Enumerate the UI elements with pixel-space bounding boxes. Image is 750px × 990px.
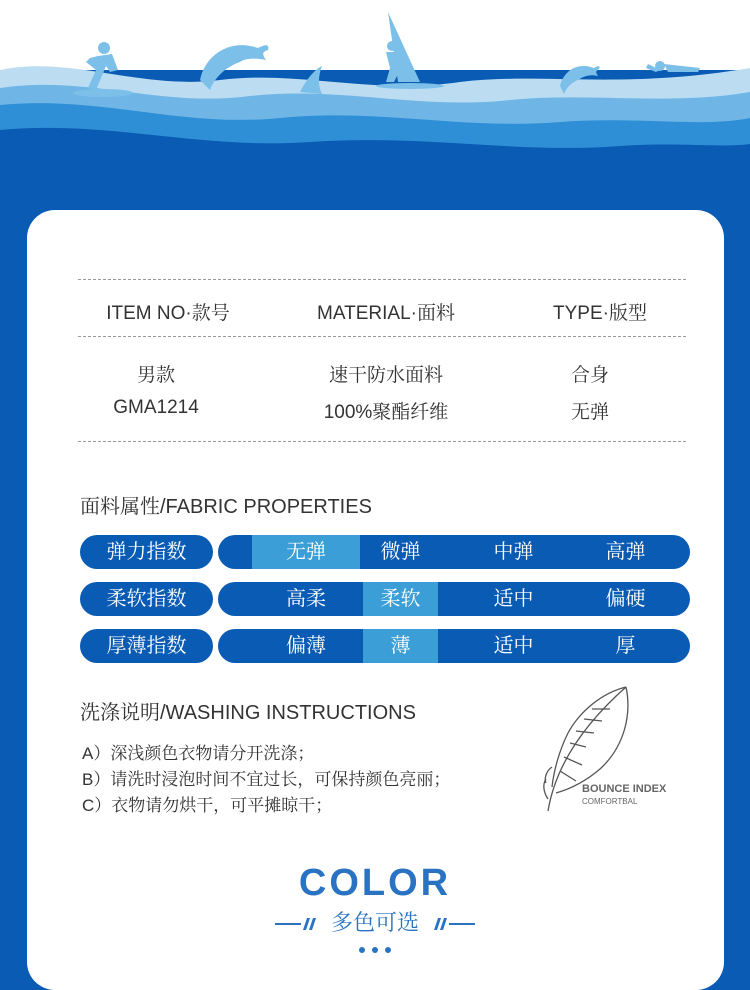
elasticity-option: 微弹: [380, 541, 421, 563]
divider: [78, 336, 686, 337]
color-subtitle: [0, 906, 750, 937]
dots-decoration: [358, 946, 392, 954]
left-dash-icon: [275, 916, 317, 932]
softness-label: 柔软指数: [80, 582, 213, 616]
type-value: 合身: [570, 365, 609, 386]
divider: [78, 279, 686, 280]
right-dash-icon: [433, 916, 475, 932]
softness-option: 高柔: [286, 588, 326, 610]
material-value: 速干防水面料: [328, 365, 443, 386]
elasticity-scale: [218, 535, 690, 569]
washing-item: C）衣物请勿烘干，可平摊晾干；: [82, 796, 333, 815]
elasticity-option: 高弹: [605, 541, 646, 563]
material-header: MATERIAL·面料: [317, 303, 455, 324]
material-value: 100%聚酯纤维: [323, 402, 449, 423]
thickness-option: 适中: [493, 635, 534, 657]
thickness-option: 厚: [615, 635, 636, 657]
softness-option: 偏硬: [605, 588, 646, 610]
washing-title: 洗涤说明/WASHING INSTRUCTIONS: [80, 702, 416, 724]
type-value: 无弹: [570, 402, 609, 423]
fabric-properties-title: 面料属性/FABRIC PROPERTIES: [80, 496, 372, 518]
softness-option: 柔软: [363, 582, 438, 616]
item-no-header: ITEM NO·款号: [106, 303, 230, 324]
ocean-header: [0, 0, 750, 190]
item-no-value: GMA1214: [113, 397, 199, 418]
color-subtitle-text: 多色可选: [330, 910, 419, 935]
thickness-option: 薄: [363, 629, 438, 663]
thickness-option: 偏薄: [286, 635, 326, 657]
item-no-value: 男款: [136, 365, 175, 386]
bounce-index-title: BOUNCE INDEX: [582, 783, 667, 795]
feather-icon: [530, 683, 640, 815]
color-title: COLOR: [298, 862, 452, 904]
elasticity-label: 弹力指数: [80, 535, 213, 569]
thickness-label: 厚薄指数: [80, 629, 213, 663]
divider: [78, 441, 686, 442]
thickness-scale: [218, 629, 690, 663]
bounce-index-subtitle: COMFORTBAL: [582, 797, 638, 806]
softness-scale: [218, 582, 690, 616]
softness-option: 适中: [493, 588, 534, 610]
elasticity-option: 无弹: [252, 535, 360, 569]
elasticity-option: 中弹: [493, 541, 534, 563]
type-header: TYPE·版型: [553, 303, 647, 324]
washing-item: A）深浅颜色衣物请分开洗涤；: [82, 744, 315, 763]
washing-item: B）请洗时浸泡时间不宜过长，可保持颜色亮丽；: [82, 770, 451, 789]
